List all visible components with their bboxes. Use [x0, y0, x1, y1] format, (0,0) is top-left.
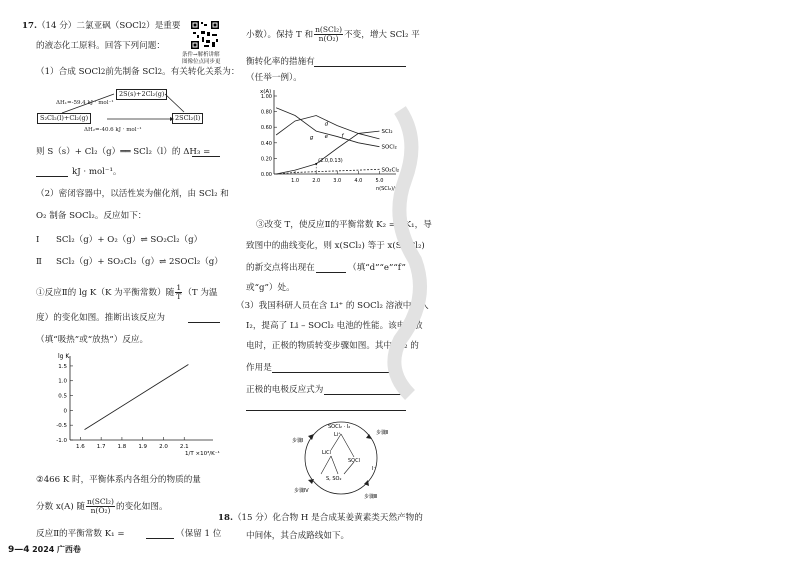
sub1a-text: ①反应Ⅱ的 lg K（K 为平衡常数）随	[36, 288, 175, 298]
rxn1-label: Ⅰ	[36, 235, 40, 245]
qr-caption-1: 条件→解析讲解	[182, 52, 220, 58]
q17-number: 17.	[22, 21, 37, 31]
cycle-top-box: 2S(s)+2Cl₂(g)	[116, 89, 167, 100]
rxn2-equation: SCl₂（g）+ SO₂Cl₂（g）⇌ 2SOCl₂（g）	[56, 257, 223, 267]
x-tick-label: 1.0	[291, 178, 300, 184]
footer-region: 广西卷	[56, 545, 81, 554]
q17-header: 17.（14 分）二氯亚砜（SOCl2）是重要	[22, 21, 181, 31]
r-line1-text: 小数）。保持 T 和	[246, 30, 314, 40]
p2-line-a: （2）密闭容器中，以活性炭为催化剂，由 SCl₂ 和	[36, 189, 229, 199]
point-label-d: d	[324, 121, 329, 128]
x-tick-label: 5.0	[375, 178, 384, 184]
footer-page: 9—4	[8, 545, 30, 555]
y-tick-label: -0.5	[56, 423, 67, 430]
y-tick-label: 0.20	[260, 156, 272, 163]
r-line1-tail: 不变，增大 SCl₂ 平	[344, 30, 420, 40]
annotation-point	[315, 163, 317, 165]
sub3a-tail: K₁，导	[404, 220, 432, 230]
page-footer	[8, 544, 81, 555]
answer-blank-intersection[interactable]	[316, 263, 346, 273]
y-tick-label: 0.5	[58, 393, 67, 400]
q17-part1: （1）合成 SOCl2前先制备 SCl2。有关转化关系为：	[36, 67, 240, 77]
frac-num: 1	[176, 283, 182, 292]
r-ratio-fraction	[314, 26, 343, 43]
sub3-line-c: 的新交点将出现在	[246, 263, 315, 273]
x-tick-label: 4.0	[354, 178, 363, 184]
p3-line-a: （3）我国科研人员在含 Li⁺ 的 SOCl₂ 溶液中加入	[236, 301, 429, 311]
step-2-label: 步骤Ⅱ	[376, 430, 389, 436]
r-ratio-num: n(SCl₂)	[315, 25, 343, 34]
x-axis-label: 1/T ×10³/K⁻¹	[185, 451, 220, 457]
frac-den: T	[176, 292, 182, 301]
x-tick-label: 1.9	[138, 444, 148, 450]
r-ratio-den: n(O₂)	[318, 34, 339, 43]
answer-blank-dh3[interactable]	[192, 147, 220, 157]
cycle-right-label: I⁻	[372, 466, 377, 472]
x-tick-label: 1.7	[96, 444, 106, 450]
sub1-line-a	[36, 284, 218, 301]
q17-intro-tail: ）是重要	[146, 21, 181, 31]
r-line2: 衡转化率的措施有	[246, 57, 315, 67]
cycle-right-box: 2SCl₂(l)	[172, 113, 203, 124]
series-label-2: SO₂Cl₂	[381, 167, 400, 174]
sub2-line-b	[36, 498, 168, 515]
y-tick-label: 0.40	[260, 140, 272, 147]
delta-h2: ΔH₂=-40.6 kJ · mol⁻¹	[84, 127, 142, 133]
cycle-mid-right: SOCl	[348, 458, 360, 464]
q17-intro: （14 分）二氯亚砜（SOCl	[36, 21, 142, 31]
y-tick-label: 0	[63, 408, 67, 415]
y-axis-label: x(A)	[260, 89, 272, 95]
x-axis-label: n(SCl₂)/n(O₂)	[376, 186, 408, 192]
footer-year: 2024	[32, 545, 55, 554]
dh3-unit: kJ · mol⁻¹。	[72, 167, 122, 177]
series-label-0: SCl₂	[381, 129, 393, 136]
sub3a-text: ③改变 T，使反应Ⅱ的平衡常数 K₂ =	[256, 220, 396, 230]
series-label-1: SOCl₂	[381, 144, 397, 151]
q18-header	[218, 512, 423, 524]
y-tick-label: 1.5	[58, 363, 67, 370]
p1-text: （1）合成 SOCl	[36, 67, 101, 77]
cycle-center-label: Li⁺	[334, 432, 341, 438]
cycle-left-box: S₂Cl₂(l)+Cl₂(g)	[37, 113, 91, 124]
cycle-bottom: S, SO₂	[326, 476, 342, 482]
x-tick-label: 3.0	[333, 178, 342, 184]
delta-h3-question: 则 S（s）+ Cl₂（g）══ SCl₂（l）的 ΔH₃ =	[36, 147, 211, 157]
lgk-line	[85, 364, 189, 429]
sub3-line-c-tail: （填“d”“e”“f”	[348, 263, 406, 273]
watermark-graphic	[360, 100, 430, 400]
q18-number: 18.	[218, 513, 233, 523]
p1-tail2: 。有关转化关系为：	[162, 67, 240, 77]
x-tick-label: 1.6	[76, 444, 85, 450]
rxn2-label: Ⅱ	[36, 257, 42, 267]
delta-h1: ΔH₁=-59.4 kJ · mol⁻¹	[56, 100, 114, 106]
x-tick-label: 2.0	[159, 444, 168, 450]
answer-blank-dh3-cont[interactable]	[36, 167, 68, 177]
sub2-line-c-tail: （保留 1 位	[176, 529, 222, 539]
sub3-line-b: 致图中的曲线变化，则 x(SCl₂) 等于 x(SOCl₂)	[246, 241, 425, 251]
p3-line-c: 电时，正极的物质转变步骤如图。其中，I₂ 的	[246, 341, 419, 351]
eighth-den: 8	[397, 224, 403, 233]
ratio-fraction	[86, 498, 115, 515]
annotation-label: (2.0,0.13)	[318, 157, 343, 164]
y-tick-label: 0.60	[260, 125, 272, 132]
y-axis-label: lg K	[58, 353, 70, 360]
y-tick-label: 0.00	[260, 172, 272, 178]
y-tick-label: 1.0	[58, 378, 67, 385]
step-1-label: 步骤Ⅰ	[292, 438, 304, 444]
eighth-num: 1	[397, 215, 403, 224]
sub1a-tail: （T 为温	[183, 288, 218, 298]
y-tick-label: 1.00	[260, 94, 272, 100]
point-label-e: e	[324, 134, 329, 141]
qr-code-icon	[190, 20, 220, 50]
y-tick-label: -1.0	[56, 438, 67, 444]
cycle-mid-left: LiCl	[322, 450, 332, 456]
cycle-arrows	[22, 85, 222, 130]
q18-line1: （15 分）化合物 H 是合成某姜黄素类天然产物的	[232, 513, 423, 523]
cycle-top-label: SOCl₂ · I₂	[328, 424, 351, 430]
x-tick-label: 1.8	[117, 444, 127, 450]
q17-line2: 的液态化工原料。回答下列问题：	[36, 41, 165, 51]
p3-line-d: 作用是	[246, 363, 272, 373]
step-4-label: 步骤Ⅳ	[294, 488, 309, 494]
sub1-line-b: 度）的变化如图。推断出该反应为	[36, 313, 165, 323]
answer-blank-cathode-cont[interactable]	[246, 401, 406, 411]
qr-caption-2: 图像位点同步更	[182, 59, 221, 65]
ratio-den: n(O₂)	[90, 506, 111, 515]
q18-line2: 中间体，其合成路线如下。	[246, 531, 350, 541]
y-tick-label: 0.80	[260, 109, 272, 116]
point-label-f: f	[341, 133, 344, 140]
sub3-line-d: 或“g”）处。	[246, 283, 295, 293]
sub2b-post: 的变化如图。	[115, 502, 168, 512]
answer-blank-endo-exo[interactable]	[188, 313, 220, 323]
point-label-g: g	[309, 134, 314, 141]
x-tick-label: 2.0	[312, 178, 321, 184]
lgk-chart	[40, 352, 220, 460]
step-3-label: 步骤Ⅲ	[364, 494, 378, 500]
cathode-cycle-diagram	[286, 412, 396, 504]
p2-line-b: O₂ 制备 SOCl₂。反应如下：	[36, 211, 147, 221]
ratio-num: n(SCl₂)	[87, 497, 114, 506]
p3-line-b: I₂，提高了 Li – SOCl₂ 电池的性能。该电池放	[246, 321, 423, 331]
r-line1	[246, 26, 420, 43]
r-line3: （任举一例）。	[246, 73, 302, 83]
p3-line-e: 正极的电极反应式为	[246, 385, 324, 395]
answer-blank-measure[interactable]	[314, 57, 406, 67]
x-tick-label: 2.1	[179, 444, 189, 450]
sub2b-pre: 分数 x(A) 随	[36, 502, 86, 512]
sub2-line-c: 反应Ⅱ的平衡常数 K₁ =	[36, 529, 125, 539]
one-over-t-fraction	[175, 284, 182, 301]
answer-blank-k1[interactable]	[146, 529, 174, 539]
sub2-line-a: ②466 K 时，平衡体系内各组分的物质的量	[36, 475, 201, 485]
rxn1-equation: SCl₂（g）+ O₂（g）⇌ SO₂Cl₂（g）	[56, 235, 203, 245]
p1-tail: 前先制备 SCl	[105, 67, 158, 77]
sub1-line-c: （填“吸热”或“放热”）反应。	[36, 335, 149, 345]
